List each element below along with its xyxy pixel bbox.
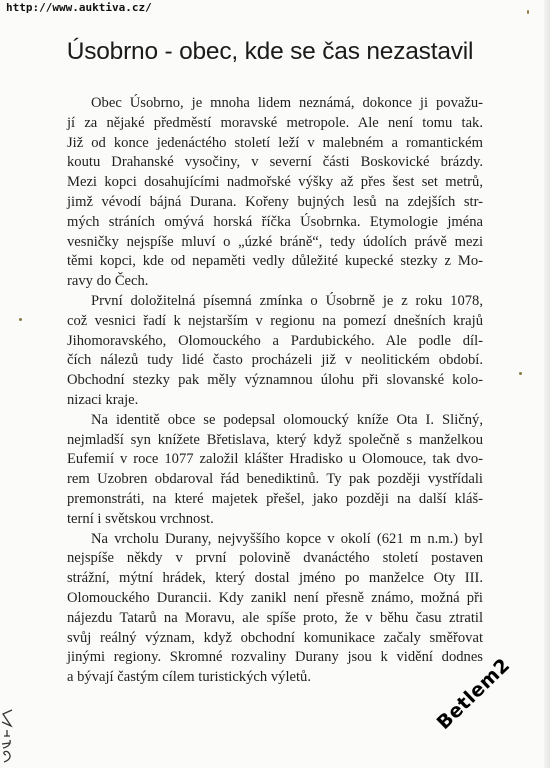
handwritten-note: [0, 700, 22, 766]
article-body: [67, 94, 483, 688]
text-line: strážní, mýtní hrádek, který dostal jméno po manželce Oty III.: [67, 570, 483, 587]
text-line: jí za nějaké předměstí moravské metropole. Ale není tomu tak.: [67, 114, 483, 131]
text-line: vesničky nejspíše mluví o „úzké bráně“, tedy údolích právě mezi: [67, 233, 483, 250]
text-line: Obec Úsobrno, je mnoha lidem neznámá, dokonce ji považu-: [91, 95, 483, 111]
paragraph: [67, 94, 483, 292]
text-line: jinými regiony. Skromné rozvaliny Durany jsou k vidění dodnes: [67, 649, 483, 666]
text-line: čích nálezů tudy lidé často procházeli již v neolitickém období.: [67, 352, 483, 369]
text-line: Na vrcholu Durany, nejvyššího kopce v okolí (621 m n.m.) byl: [91, 530, 483, 547]
text-line: a bývají častým cílem turistických výletů.: [67, 669, 311, 686]
paper-speck: [519, 372, 522, 375]
text-line: Na identitě obce se podepsal olomoucký kníže Ota I. Sličný,: [91, 411, 483, 428]
text-line: koutu Drahanské vysočiny, v severní části Boskovické brázdy.: [67, 154, 483, 171]
text-line: Již od konce jedenáctého století leží v malebném a romantickém: [67, 134, 483, 151]
text-line: svůj reálný význam, když obchodní komunikace začaly směřovat: [67, 629, 483, 646]
text-line: nejspíše někdy v první polovině dvanáctého století postaven: [67, 550, 483, 567]
text-line: Mezi kopci dosahujícími nadmořské výšky až přes šest set metrů,: [67, 174, 483, 191]
paragraph: [67, 411, 483, 530]
text-line: těmi kopci, kde od nepaměti vedly důležité kupecké stezky z Mo-: [67, 253, 483, 270]
paragraph: [67, 292, 483, 411]
text-line: ravy do Čech.: [67, 273, 149, 290]
page-title: Úsobrno - obec, kde se čas nezastavil: [66, 38, 474, 65]
source-url: http://www.auktiva.cz/: [6, 1, 152, 14]
text-line: Obchodní stezky pak měly významnou úlohu při slovanské kolo-: [67, 372, 483, 389]
text-line: jimž vévodí bájná Durana. Kořeny bujných lesů na zdejších str-: [67, 193, 483, 210]
text-line: Eufemií v roce 1077 založil klášter Hradisko u Olomouce, tak dvo-: [67, 451, 483, 468]
text-line: První doložitelná písemná zmínka o Úsobrně je z roku 1078,: [91, 292, 483, 309]
text-line: premonstráti, na které majetek přešel, jako později na další kláš-: [67, 490, 483, 507]
text-line: nejmladší syn knížete Břetislava, který když společně s manželkou: [67, 431, 483, 448]
text-line: terní i světskou vrchnost.: [67, 510, 214, 527]
text-line: Jihomoravského, Olomouckého a Pardubického. Ale podle díl-: [67, 332, 483, 349]
text-line: nájezdu Tatarů na Moravu, ale spíše proto, že v běhu času ztratil: [67, 609, 483, 626]
text-line: což vesnici řadí k nejstarším v regionu na pomezí dnešních krajů: [67, 312, 483, 329]
page-edge-shadow: [544, 0, 550, 768]
text-line: rem Uzobren obdaroval řád benediktinů. Ty pak později vystřídali: [67, 471, 483, 488]
watermark-signature: Betlem2: [432, 654, 515, 734]
paragraph: [67, 530, 483, 688]
paper-speck: [19, 318, 22, 321]
paper-speck: [527, 10, 529, 14]
text-line: nizaci kraje.: [67, 391, 139, 408]
text-line: Olomouckého Durancii. Kdy zanikl není přesně známo, možná při: [67, 589, 483, 606]
text-line: mých stráních omývá horská říčka Úsobrnka. Etymologie jména: [67, 213, 483, 230]
